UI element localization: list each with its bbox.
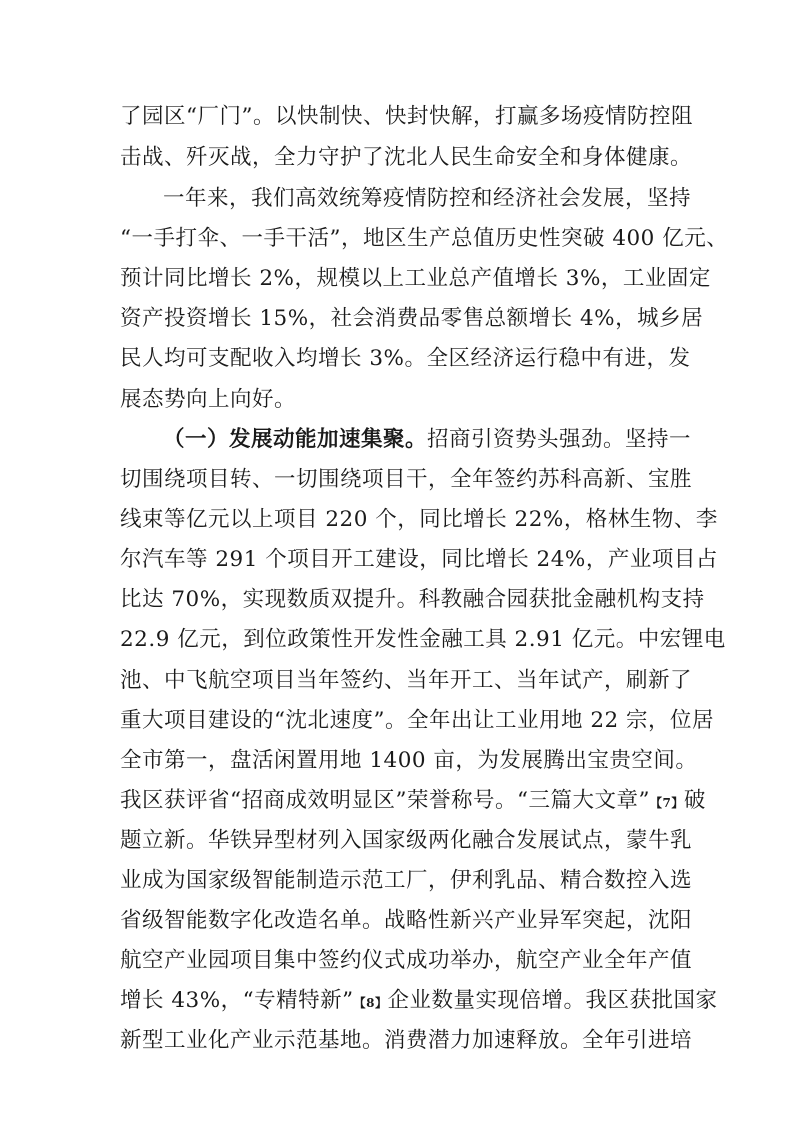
- text-line: 池、中飞航空项目当年签约、当年开工、当年试产，刷新了: [120, 668, 693, 693]
- text-line-with-footnote: 我区获评省“招商成效明显区”荣誉称号。“三篇大文章” 【7】 破: [120, 786, 680, 816]
- text-line: 尔汽车等 291 个项目开工建设，同比增长 24%，产业项目占: [120, 547, 718, 572]
- text-line-with-footnote: 增长 43%，“专精特新” 【8】 企业数量实现倍增。我区获批国家: [120, 986, 680, 1016]
- text-line: 预计同比增长 2%，规模以上工业总产值增长 3%，工业固定: [120, 266, 711, 291]
- text-line: 全市第一，盘活闲置用地 1400 亩，为发展腾出宝贵空间。: [120, 748, 698, 773]
- text-line: 展态势向上向好。: [120, 387, 297, 412]
- text-line: 了园区“厂门”。以快制快、快封快解，打赢多场疫情防控阻: [120, 104, 693, 129]
- text-line: 切围绕项目转、一切围绕项目干，全年签约苏科高新、宝胜: [120, 467, 693, 492]
- text-line: 重大项目建设的“沈北速度”。全年出让工业用地 22 宗，位居: [120, 708, 715, 733]
- text-segment: 招商引资势头强劲。坚持一: [427, 427, 692, 452]
- text-line: “一手打伞、一手干活”，地区生产总值历史性突破 400 亿元、: [120, 226, 729, 251]
- section-heading: （一）发展动能加速集聚。: [163, 427, 428, 452]
- text-line: 航空产业园项目集中签约仪式成功举办，航空产业全年产值: [120, 948, 693, 973]
- text-line: 一年来，我们高效统筹疫情防控和经济社会发展，坚持: [163, 186, 692, 211]
- text-line: 新型工业化产业示范基地。消费潜力加速释放。全年引进培: [120, 1028, 693, 1053]
- text-line: 资产投资增长 15%，社会消费品零售总额增长 4%，城乡居: [120, 306, 704, 331]
- text-line: 击战、歼灭战，全力守护了沈北人民生命安全和身体健康。: [120, 145, 693, 170]
- text-segment: 我区获评省“招商成效明显区”荣誉称号。“三篇大文章”: [120, 788, 650, 813]
- text-line: 题立新。华铁异型材列入国家级两化融合发展试点，蒙牛乳: [120, 828, 693, 853]
- text-segment: 破: [683, 788, 706, 813]
- text-segment: 企业数量实现倍增。我区获批国家: [387, 988, 718, 1013]
- section-heading-line: [163, 425, 692, 455]
- text-line: 线束等亿元以上项目 220 个，同比增长 22%，格林生物、李: [120, 507, 718, 532]
- text-line: 省级智能数字化改造名单。战略性新兴产业异军突起，沈阳: [120, 908, 693, 933]
- text-line: 比达 70%，实现数质双提升。科教融合园获批金融机构支持: [120, 587, 705, 612]
- text-line: 民人均可支配收入均增长 3%。全区经济运行稳中有进，发: [120, 346, 691, 371]
- text-line: 22.9 亿元，到位政策性开发性金融工具 2.91 亿元。中宏锂电: [120, 627, 726, 652]
- text-line: 业成为国家级智能制造示范工厂，伊利乳品、精合数控入选: [120, 868, 693, 893]
- text-segment: 增长 43%，“专精特新”: [120, 988, 354, 1013]
